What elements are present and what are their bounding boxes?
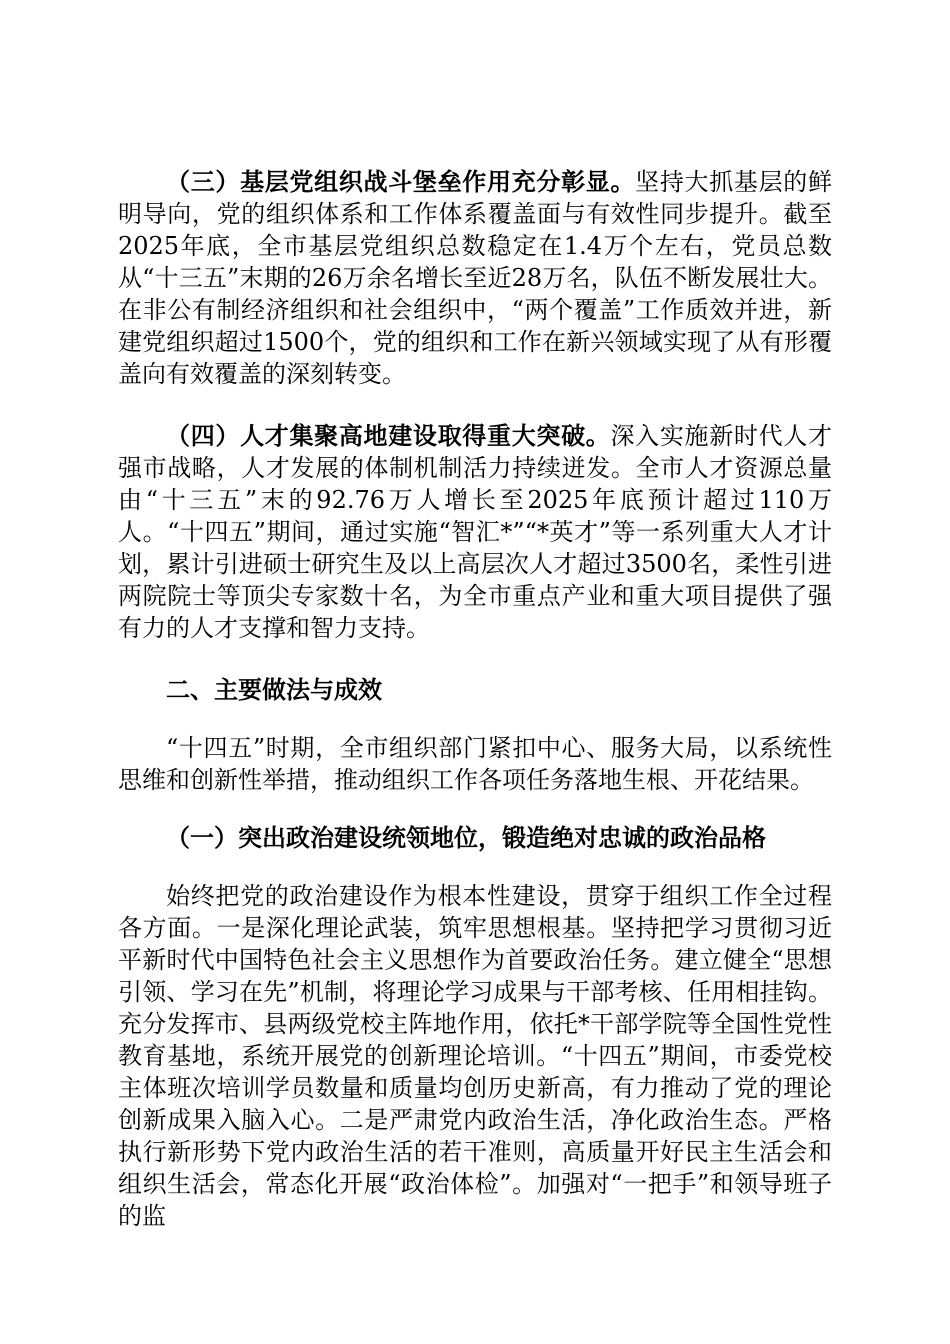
paragraph-lead: （三）基层党组织战斗堡垒作用充分彰显。 xyxy=(166,168,636,196)
paragraph-grassroots xyxy=(118,166,832,390)
section-heading: 二、主要做法与成效 xyxy=(166,676,382,704)
paragraph-spacer xyxy=(118,706,832,732)
paragraph-spacer xyxy=(118,854,832,880)
paragraph-talent xyxy=(118,420,832,644)
paragraph-spacer xyxy=(118,644,832,674)
paragraph-overview: “十四五”时期，全市组织部门紧扣中心、服务大局，以系统性思维和创新性举措，推动组织工作各项任务落地生根、开花结果。 xyxy=(118,734,832,794)
paragraph-body: 坚持大抓基层的鲜明导向，党的组织体系和工作体系覆盖面与有效性同步提升。截至2025年底，全市基层党组织总数稳定在1.4万个左右，党员总数从“十三五”末期的26万余名增长至近28万名，队伍不断发展壮大。在非公有制经济组织和社会组织中，“两个覆盖”工作质效并进，新建党组织超过1500个，党的组织和工作在新兴领域实现了从有形覆盖向有效覆盖的深刻转变。 xyxy=(118,168,833,388)
paragraph-lead: （四）人才集聚高地建设取得重大突破。 xyxy=(166,422,611,450)
paragraph-body: 深入实施新时代人才强市战略，人才发展的体制机制活力持续迸发。全市人才资源总量由“十三五”末的92.76万人增长至2025年底预计超过110万人。“十四五”期间，通过实施“智汇*”“*英才”等一系列重大人才计划，累计引进硕士研究生及以上高层次人才超过3500名，柔性引进两院院士等顶尖专家数十名，为全市重点产业和重大项目提供了强有力的人才支撑和智力支持。 xyxy=(118,422,833,642)
paragraph-political-building: 始终把党的政治建设作为根本性建设，贯穿于组织工作全过程各方面。一是深化理论武装，筑牢思想根基。坚持把学习贯彻习近平新时代中国特色社会主义思想作为首要政治任务。建立健全“思想引领、学习在先”机制，将理论学习成果与干部考核、任用相挂钩。充分发挥市、县两级党校主阵地作用，依托*干部学院等全国性党性教育基地，系统开展党的创新理论培训。“十四五”期间，市委党校主体班次培训学员数量和质量均创历史新高，有力推动了党的理论创新成果入脑入心。二是严肃党内政治生活，净化政治生态。严格执行新形势下党内政治生活的若干准则，高质量开好民主生活会和组织生活会，常态化开展“政治体检”。加强对“一把手”和领导班子的监 xyxy=(118,882,832,1230)
paragraph-spacer xyxy=(118,390,832,420)
subsection-heading: （一）突出政治建设统领地位，锻造绝对忠诚的政治品格 xyxy=(166,824,766,852)
paragraph-spacer xyxy=(118,796,832,822)
document-page xyxy=(118,166,832,1232)
